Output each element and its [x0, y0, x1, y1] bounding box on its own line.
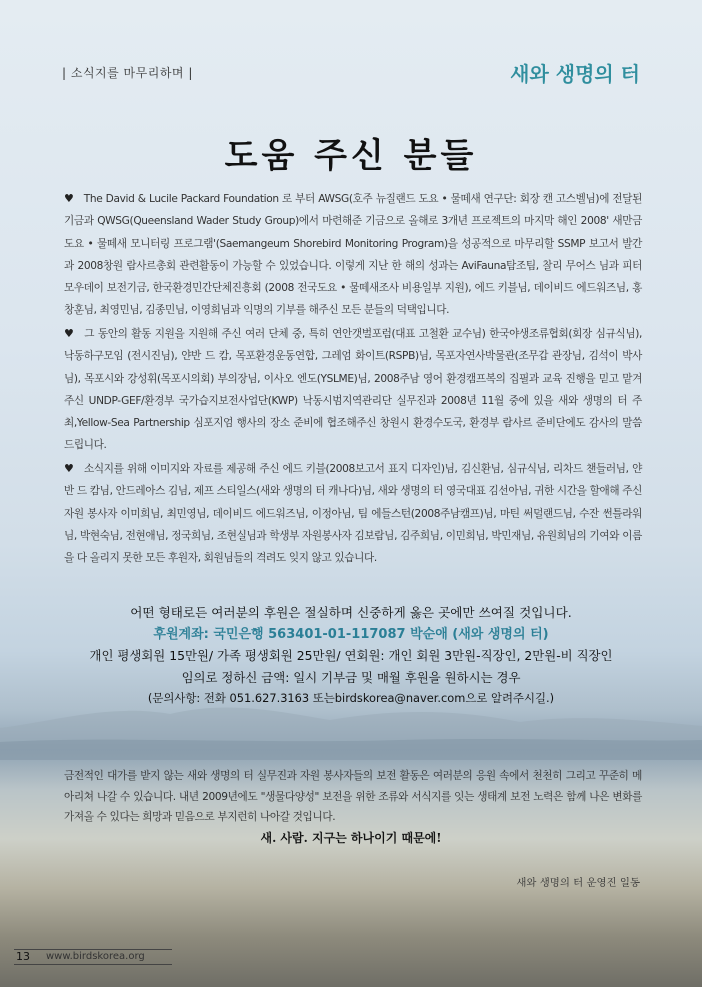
- paragraph-organizations: [64, 323, 642, 457]
- website-url: www.birdskorea.org: [46, 951, 145, 962]
- bank-account: 후원계좌: 국민은행 563401-01-117087 박순애 (새와 생명의 터): [153, 626, 549, 642]
- paragraph-text: 소식지를 위해 이미지와 자료를 제공해 주신 에드 키블(2008보고서 표지 디자인)님, 김신환님, 심규식님, 리차드 챈들러님, 얀 반 드 캄님, 안드레아스 김님, 제프 스티일스(새와 생명의 터 캐나다)님, 새와 생명의 터 영국대표 김선아님, 귀한 시간을 할애해 주신 자원 봉사자 이미희님, 최민영님, 데이비드 에드워즈님, 이정아님, 팀 에들스턴(2008주남캠프)님, 마틴 써덜랜드님, 수잔 썬틀라워님, 박현숙님, 전현애님, 정국희님, 조현실님과 학생부 자원봉사자 김보람님, 김주희님, 이민희님, 박민재님, 유원희님의 기여와 이름을 다 올리지 못한 모든 후원자, 회원님들의 격려도 잊지 않고 있습니다.: [64, 463, 643, 565]
- heart-icon: ♥: [64, 462, 74, 475]
- signature: 새와 생명의 터 운영진 일동: [516, 877, 640, 889]
- brand-title: 새와 생명의 터: [510, 62, 640, 86]
- page-title: 도움 주신 분들: [224, 136, 478, 176]
- footer: [14, 949, 172, 965]
- heart-icon: ♥: [64, 327, 75, 340]
- paragraph-contributors: [64, 458, 642, 569]
- paragraph-text: 그 동안의 활동 지원을 지원해 주신 여러 단체 중, 특히 연안갯벌포럼(대표 고철환 교수님) 한국야생조류협회(회장 심규식님), 낙동하구모임 (전시진님), 얀반 드 캄, 목포환경운동연합, 그레엄 화이트(RSPB)님, 목포자연사박물관(조무갑 관장님, 김석이 박사님), 목포시와 강성휘(목포시의회) 부의장님, 이사오 엔도(YSLME)님, 2008주남 영어 환경캠프복의 집필과 교육 진행을 믿고 맡겨 주신 UNDP-GEF/환경부 국가습지보전사업단(KWP) 낙동시범지역관리단 실무진과 2008년 11월 중에 있을 새와 생명의 터 주최,Yellow-Sea Partnership 심포지엄 행사의 장소 준비에 협조해주신 창원시 환경수도국, 환경부 람사르 준비단에도 감사의 말씀 드립니다.: [64, 328, 642, 452]
- support-box: [0, 602, 702, 710]
- membership-fees: 개인 평생회원 15만원/ 가족 평생회원 25만원/ 연회원: 개인 회원 3만원-직장인, 2만원-비 직장인: [89, 648, 613, 663]
- paragraph-text: The David & Lucile Packard Foundation 로 부터 AWSG(호주 뉴질랜드 도요 • 물떼새 연구단: 회장 캔 고스벨님)에 전달된 기금과 QWSG(Queensland Wader Study Group)에서 마련해준 기금으로 올해로 3개년 프로젝트의 마지막 해인 2008' 새만금 도요 • 물떼새 모니터링 프로그램'(Saemangeum Shorebird Monitoring Program)을 성공적으로 마무리할 SSMP 보고서 발간과 2008창원 람사르총회 관련활동이 가능할 수 있었습니다. 이렇게 지난 한 해의 성과는 AviFauna탐조팀, 찰리 무어스 님과 피터 모우데이 보전기금, 한국환경민간단체진흥회 (2008 전국도요 • 물떼새조사 비용일부 지원), 에드 키블님, 데이비드 에드워즈님, 홍창훈님, 최영민님, 김종민님, 이영희님과 익명의 기부를 해주신 모든 분들의 덕택입니다.: [64, 193, 642, 317]
- heart-icon: ♥: [64, 192, 74, 205]
- paragraph-funders: [64, 188, 642, 322]
- motto: 새. 사람. 지구는 하나이기 때문에!: [260, 831, 442, 845]
- section-label: | 소식지를 마무리하며 |: [62, 66, 193, 80]
- contact-info: (문의사항: 전화 051.627.3163 또는birdskorea@naver.com으로 알려주시길.): [147, 691, 555, 705]
- support-intro: 어떤 형태로든 여러분의 후원은 절실하며 신중하게 옳은 곳에만 쓰여질 것입니다.: [130, 605, 572, 620]
- page-number: 13: [16, 950, 30, 963]
- closing-paragraph: 금전적인 대가를 받지 않는 새와 생명의 터 실무진과 자원 봉사자들의 보전 활동은 여러분의 응원 속에서 천천히 그리고 꾸준히 메아리쳐 나갈 수 있습니다. 내년 2009년에도 "생물다양성" 보전을 위한 조류와 서식지를 잇는 생태계 보전 노력은 함께 나은 변화를 가져올 수 있다는 희망과 믿음으로 부지런히 나아갈 것입니다.: [64, 770, 642, 823]
- donation-note: 임의로 정하신 금액: 일시 기부금 및 매월 후원을 원하시는 경우: [181, 669, 521, 685]
